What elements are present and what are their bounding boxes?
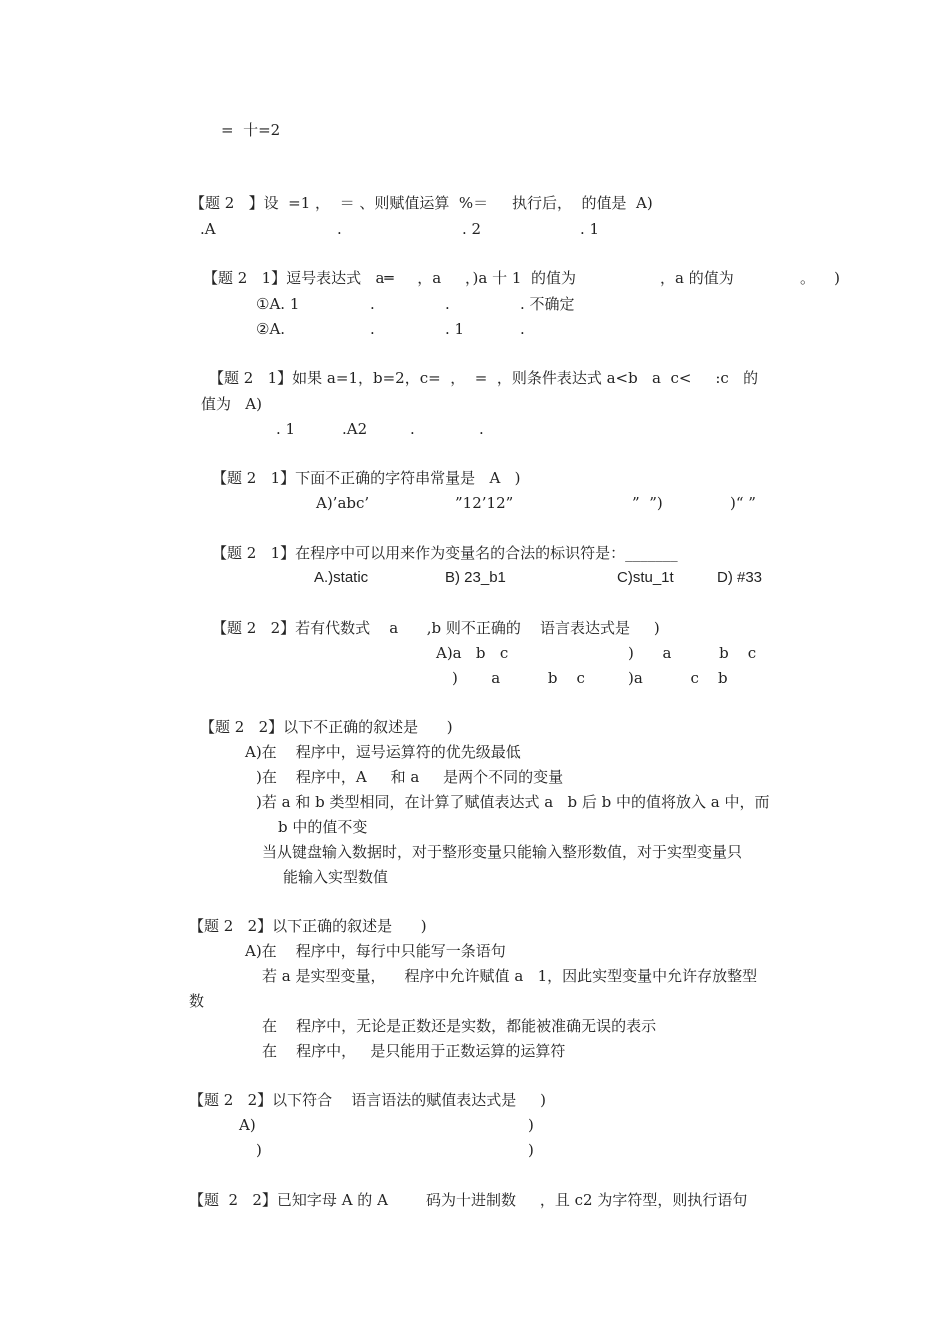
q8-option-a: A)在 程序中，每行中只能写一条语句 bbox=[245, 942, 506, 960]
q8-option-d: 在 程序中， 是只能用于正数运算的运算符 bbox=[262, 1042, 566, 1060]
question-8-heading: 【题 2 2】以下正确的叙述是 ) bbox=[189, 917, 427, 935]
q2-line1-d: . 不确定 bbox=[520, 295, 575, 313]
question-10-heading: 【题 2 2】已知字母 A 的 A 码为十进制数 ，且 c2 为字符型，则执行语句 bbox=[189, 1191, 748, 1209]
q4-option-b: ”12’12” bbox=[455, 494, 514, 512]
q7-option-a: A)在 程序中，逗号运算符的优先级最低 bbox=[245, 743, 521, 761]
q6-option-b: ) a b c bbox=[628, 644, 757, 662]
question-5-heading: 【题 2 1】在程序中可以用来作为变量名的合法的标识符是：_______ bbox=[212, 544, 678, 562]
q3-option-b: .A2 bbox=[342, 420, 368, 438]
q7-option-c: )若 a 和 b 类型相同，在计算了赋值表达式 a b 后 b 中的值将放入 a 中，而 bbox=[256, 793, 770, 811]
q8-option-b: 若 a 是实型变量， 程序中允许赋值 a 1，因此实型变量中允许存放整型 bbox=[262, 967, 758, 985]
q1-option-b: . bbox=[337, 220, 342, 238]
q8-option-b-cont: 数 bbox=[189, 992, 205, 1010]
formula-line: = 十=2 bbox=[221, 121, 281, 139]
question-2-heading: 【题 2 1】逗号表达式 a═ ，a ，)a 十 1 的值为 bbox=[203, 269, 576, 287]
q6-option-c: ) a b c bbox=[452, 669, 585, 687]
q2-line1-b: . bbox=[370, 295, 375, 313]
q7-option-d-cont: 能输入实型数值 bbox=[283, 868, 389, 886]
q6-option-a: A)a b c bbox=[436, 644, 509, 662]
q9-option-c: ) bbox=[256, 1141, 262, 1159]
q6-option-d: )a c b bbox=[628, 669, 728, 687]
q3-option-d: . bbox=[479, 420, 484, 438]
question-7-heading: 【题 2 2】以下不正确的叙述是 ) bbox=[200, 718, 453, 736]
question-2-heading-part2: ，a 的值为 bbox=[660, 269, 734, 287]
q2-line2-c: . 1 bbox=[445, 320, 465, 338]
q8-option-c: 在 程序中，无论是正数还是实数，都能被准确无误的表示 bbox=[262, 1017, 657, 1035]
q5-option-a: A.)static bbox=[314, 569, 369, 586]
q9-option-a: A) bbox=[239, 1116, 256, 1134]
q9-option-d: ) bbox=[528, 1141, 534, 1159]
q2-line2-a: ②A. bbox=[256, 320, 286, 338]
q4-option-a: A)’abc’ bbox=[316, 494, 370, 512]
q5-option-b: B) 23_b1 bbox=[445, 569, 506, 586]
question-4-heading: 【题 2 1】下面不正确的字符串常量是 A ) bbox=[212, 469, 521, 487]
q9-option-b: ) bbox=[528, 1116, 534, 1134]
q2-line1-a: ①A. 1 bbox=[256, 295, 300, 313]
question-9-heading: 【题 2 2】以下符合 语言语法的赋值表达式是 ) bbox=[189, 1091, 546, 1109]
q1-option-d: . 1 bbox=[580, 220, 600, 238]
q7-option-c-cont: b 中的值不变 bbox=[278, 818, 368, 836]
question-2-heading-part3: 。 ) bbox=[800, 269, 840, 287]
q2-line2-d: . bbox=[520, 320, 525, 338]
q3-option-c: . bbox=[410, 420, 415, 438]
q4-option-d: )“ ” bbox=[730, 494, 756, 512]
q1-option-a: .A bbox=[200, 220, 216, 238]
question-1-heading: 【题 2 】设 =1 ， ＝ 、则赋值运算 %＝ 执行后， 的值是 A) bbox=[190, 194, 653, 212]
question-3-heading: 【题 2 1】如果 a=1，b=2，c= ， = ，则条件表达式 a<b a c< :c 的 bbox=[209, 369, 759, 387]
q5-option-d: D) #33 bbox=[717, 569, 763, 586]
q2-line2-b: . bbox=[370, 320, 375, 338]
q1-option-c: . 2 bbox=[462, 220, 482, 238]
q3-option-a: . 1 bbox=[276, 420, 296, 438]
q7-option-b: )在 程序中，A 和 a 是两个不同的变量 bbox=[256, 768, 564, 786]
q4-option-c: ” ”) bbox=[632, 494, 663, 512]
q5-option-c: C)stu_1t bbox=[617, 569, 674, 586]
question-6-heading: 【题 2 2】若有代数式 a ,b 则不正确的 语言表达式是 ) bbox=[212, 619, 660, 637]
q2-line1-c: . bbox=[445, 295, 450, 313]
question-3-heading-cont: 值为 A) bbox=[201, 395, 262, 413]
q7-option-d: 当从键盘输入数据时，对于整形变量只能输入整形数值，对于实型变量只 bbox=[262, 843, 743, 861]
